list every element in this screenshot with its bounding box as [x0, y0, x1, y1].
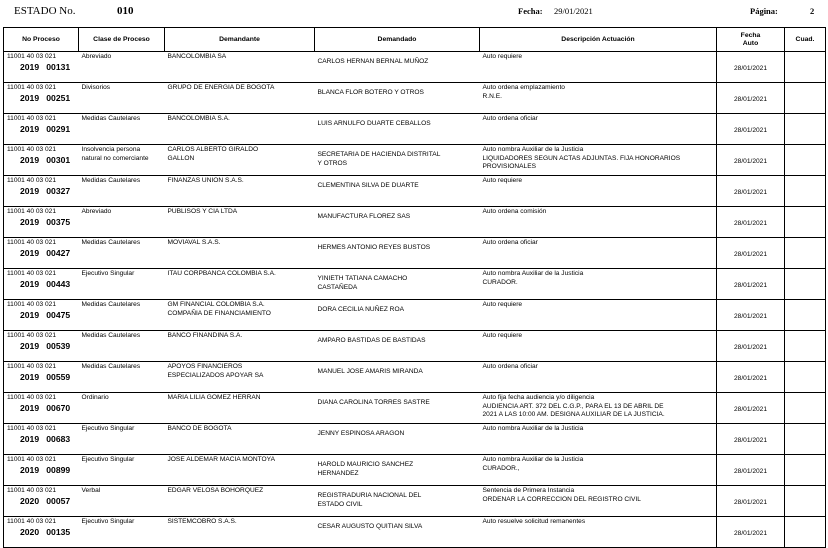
cell-cuad	[785, 331, 826, 362]
table-row	[4, 83, 826, 114]
fecha-auto-value: 28/01/2021	[733, 96, 767, 103]
proceso-prefix: 11001 40 03 021	[7, 146, 57, 153]
estado-label: ESTADO No.	[14, 5, 76, 17]
cell-fecha	[717, 517, 785, 548]
cell-fecha	[717, 176, 785, 207]
cell-no-proceso	[4, 269, 79, 300]
table-row	[4, 517, 826, 548]
cell-clase: Ejecutivo Singular	[79, 269, 165, 300]
cell-demandante: JOSE ALDEMAR MACIA MONTOYA	[165, 455, 315, 486]
cell-clase: Medidas Cautelares	[79, 114, 165, 145]
cell-demandado: CLEMENTINA SILVA DE DUARTE	[315, 176, 480, 207]
proceso-number: 2019 00559	[20, 371, 71, 382]
cell-demandante: MOVIAVAL S.A.S.	[165, 238, 315, 269]
proceso-number: 2019 00375	[20, 216, 71, 227]
col-clase: Clase de Proceso	[79, 28, 165, 52]
proceso-number: 2019 00539	[20, 340, 71, 351]
cell-cuad	[785, 486, 826, 517]
estado-table	[3, 27, 826, 548]
table-row	[4, 455, 826, 486]
cell-cuad	[785, 269, 826, 300]
cell-actuacion: Auto ordena oficiar	[480, 114, 717, 145]
cell-demandante: GM FINANCIAL COLOMBIA S.A. COMPAÑIA DE FINANCIAMIENTO	[165, 300, 315, 331]
fecha-auto-value: 28/01/2021	[733, 344, 767, 351]
cell-clase: Medidas Cautelares	[79, 362, 165, 393]
page-header	[0, 0, 828, 26]
fecha-auto-value: 28/01/2021	[733, 127, 767, 134]
proceso-number: 2019 00301	[20, 154, 71, 165]
cell-no-proceso	[4, 114, 79, 145]
cell-cuad	[785, 114, 826, 145]
cell-cuad	[785, 83, 826, 114]
proceso-prefix: 11001 40 03 021	[7, 301, 57, 308]
cell-clase: Ejecutivo Singular	[79, 517, 165, 548]
proceso-prefix: 11001 40 03 021	[7, 115, 57, 122]
cell-fecha	[717, 486, 785, 517]
cell-fecha	[717, 455, 785, 486]
proceso-prefix: 11001 40 03 021	[7, 425, 57, 432]
cell-clase: Medidas Cautelares	[79, 238, 165, 269]
proceso-number: 2019 00899	[20, 464, 71, 475]
cell-cuad	[785, 424, 826, 455]
cell-clase: Abreviado	[79, 52, 165, 83]
cell-demandado: DIANA CAROLINA TORRES SASTRE	[315, 393, 480, 424]
table-row	[4, 52, 826, 83]
cell-demandado: LUIS ARNULFO DUARTE CEBALLOS	[315, 114, 480, 145]
cell-no-proceso	[4, 176, 79, 207]
cell-fecha	[717, 424, 785, 455]
pagina-value: 2	[810, 6, 815, 16]
cell-fecha	[717, 393, 785, 424]
proceso-number: 2019 00683	[20, 433, 71, 444]
fecha-auto-value: 28/01/2021	[733, 158, 767, 165]
cell-demandado: DORA CECILIA NUÑEZ ROA	[315, 300, 480, 331]
cell-demandado: SECRETARIA DE HACIENDA DISTRITAL Y OTROS	[315, 145, 480, 176]
cell-actuacion: Auto resuelve solicitud remanentes	[480, 517, 717, 548]
fecha-auto-value: 28/01/2021	[733, 313, 767, 320]
cell-demandado: YINIETH TATIANA CAMACHO CASTAÑEDA	[315, 269, 480, 300]
cell-actuacion: Auto ordena oficiar	[480, 238, 717, 269]
proceso-prefix: 11001 40 03 021	[7, 363, 57, 370]
cell-fecha	[717, 83, 785, 114]
cell-no-proceso	[4, 331, 79, 362]
cell-clase: Insolvencia persona natural no comerciante	[79, 145, 165, 176]
cell-clase: Medidas Cautelares	[79, 331, 165, 362]
fecha-auto-value: 28/01/2021	[733, 375, 767, 382]
cell-clase: Ejecutivo Singular	[79, 424, 165, 455]
cell-cuad	[785, 300, 826, 331]
cell-demandado: JENNY ESPINOSA ARAGON	[315, 424, 480, 455]
cell-demandado: CESAR AUGUSTO QUITIAN SILVA	[315, 517, 480, 548]
col-no-proceso: No Proceso	[4, 28, 79, 52]
col-demandante: Demandante	[165, 28, 315, 52]
cell-no-proceso	[4, 362, 79, 393]
cell-actuacion: Auto fija fecha audiencia y/o diligencia AUDIENCIA ART. 372 DEL C.G.P., PARA EL 13 DE ABRIL DE 2021 A LAS 10:00 AM. DESIGNA AUXILIAR DE LA JUSTICIA.	[480, 393, 717, 424]
fecha-value: 29/01/2021	[554, 6, 593, 16]
cell-demandado: REGISTRADURIA NACIONAL DEL ESTADO CIVIL	[315, 486, 480, 517]
cell-demandante: EDGAR VELOSA BOHORQUEZ	[165, 486, 315, 517]
fecha-label: Fecha:	[518, 6, 543, 16]
proceso-prefix: 11001 40 03 021	[7, 456, 57, 463]
table-row	[4, 114, 826, 145]
cell-fecha	[717, 114, 785, 145]
table-row	[4, 486, 826, 517]
fecha-auto-value: 28/01/2021	[733, 437, 767, 444]
cell-actuacion: Auto requiere	[480, 300, 717, 331]
cell-demandado: HAROLD MAURICIO SANCHEZ HERNANDEZ	[315, 455, 480, 486]
fecha-auto-value: 28/01/2021	[733, 499, 767, 506]
table-header-row	[4, 28, 826, 52]
proceso-prefix: 11001 40 03 021	[7, 270, 57, 277]
cell-no-proceso	[4, 145, 79, 176]
cell-no-proceso	[4, 207, 79, 238]
proceso-number: 2019 00475	[20, 309, 71, 320]
cell-no-proceso	[4, 455, 79, 486]
proceso-number: 2019 00427	[20, 247, 71, 258]
cell-demandante: PUBLISOS Y CIA LTDA	[165, 207, 315, 238]
cell-cuad	[785, 362, 826, 393]
table-body	[4, 52, 826, 548]
fecha-auto-value: 28/01/2021	[733, 530, 767, 537]
cell-demandado: MANUFACTURA FLOREZ SAS	[315, 207, 480, 238]
cell-cuad	[785, 207, 826, 238]
cell-no-proceso	[4, 517, 79, 548]
cell-demandante: CARLOS ALBERTO GIRALDO GALLON	[165, 145, 315, 176]
cell-demandante: GRUPO DE ENERGIA DE BOGOTA	[165, 83, 315, 114]
table-row	[4, 269, 826, 300]
cell-cuad	[785, 455, 826, 486]
cell-fecha	[717, 362, 785, 393]
cell-actuacion: Auto ordena oficiar	[480, 362, 717, 393]
fecha-auto-value: 28/01/2021	[733, 282, 767, 289]
fecha-auto-value: 28/01/2021	[733, 468, 767, 475]
proceso-prefix: 11001 40 03 021	[7, 487, 57, 494]
cell-actuacion: Auto ordena comisión	[480, 207, 717, 238]
proceso-prefix: 11001 40 03 021	[7, 177, 57, 184]
cell-fecha	[717, 52, 785, 83]
proceso-prefix: 11001 40 03 021	[7, 332, 57, 339]
cell-actuacion: Auto ordena emplazamiento R.N.E.	[480, 83, 717, 114]
fecha-auto-value: 28/01/2021	[733, 406, 767, 413]
col-descripcion: Descripción Actuación	[480, 28, 717, 52]
cell-cuad	[785, 176, 826, 207]
cell-clase: Medidas Cautelares	[79, 176, 165, 207]
cell-cuad	[785, 238, 826, 269]
cell-no-proceso	[4, 424, 79, 455]
proceso-prefix: 11001 40 03 021	[7, 394, 57, 401]
fecha-auto-value: 28/01/2021	[733, 189, 767, 196]
cell-fecha	[717, 238, 785, 269]
proceso-prefix: 11001 40 03 021	[7, 84, 57, 91]
fecha-auto-value: 28/01/2021	[733, 220, 767, 227]
cell-cuad	[785, 393, 826, 424]
table-row	[4, 207, 826, 238]
proceso-number: 2019 00670	[20, 402, 71, 413]
cell-actuacion: Auto nombra Auxiliar de la Justicia	[480, 424, 717, 455]
fecha-auto-value: 28/01/2021	[733, 251, 767, 258]
cell-cuad	[785, 145, 826, 176]
cell-actuacion: Auto requiere	[480, 176, 717, 207]
estado-number: 010	[117, 5, 134, 17]
cell-demandante: FINANZAS UNION S.A.S.	[165, 176, 315, 207]
col-cuad: Cuad.	[785, 28, 826, 52]
cell-fecha	[717, 145, 785, 176]
proceso-prefix: 11001 40 03 021	[7, 239, 57, 246]
cell-fecha	[717, 207, 785, 238]
proceso-prefix: 11001 40 03 021	[7, 53, 57, 60]
cell-no-proceso	[4, 83, 79, 114]
table-row	[4, 145, 826, 176]
table-row	[4, 238, 826, 269]
table-row	[4, 424, 826, 455]
cell-demandado: HERMES ANTONIO REYES BUSTOS	[315, 238, 480, 269]
cell-no-proceso	[4, 238, 79, 269]
proceso-number: 2019 00291	[20, 123, 71, 134]
table-row	[4, 362, 826, 393]
table-row	[4, 331, 826, 362]
cell-clase: Verbal	[79, 486, 165, 517]
cell-fecha	[717, 269, 785, 300]
table-row	[4, 300, 826, 331]
cell-demandante: ITAU CORPBANCA COLOMBIA S.A.	[165, 269, 315, 300]
proceso-number: 2019 00327	[20, 185, 71, 196]
cell-clase: Divisorios	[79, 83, 165, 114]
col-fecha-auto: Fecha Auto	[717, 28, 785, 52]
proceso-prefix: 11001 40 03 021	[7, 208, 57, 215]
cell-clase: Ejecutivo Singular	[79, 455, 165, 486]
fecha-auto-value: 28/01/2021	[733, 65, 767, 72]
cell-fecha	[717, 331, 785, 362]
cell-demandado: CARLOS HERNAN BERNAL MUÑOZ	[315, 52, 480, 83]
cell-no-proceso	[4, 393, 79, 424]
pagina-label: Página:	[750, 6, 778, 16]
cell-no-proceso	[4, 300, 79, 331]
proceso-number: 2020 00057	[20, 495, 71, 506]
cell-clase: Abreviado	[79, 207, 165, 238]
proceso-number: 2019 00131	[20, 61, 71, 72]
proceso-prefix: 11001 40 03 021	[7, 518, 57, 525]
cell-demandante: BANCOLOMBIA SA	[165, 52, 315, 83]
cell-actuacion: Auto requiere	[480, 331, 717, 362]
cell-no-proceso	[4, 486, 79, 517]
cell-demandante: BANCO FINANDINA S.A.	[165, 331, 315, 362]
cell-demandado: AMPARO BASTIDAS DE BASTIDAS	[315, 331, 480, 362]
cell-actuacion: Sentencia de Primera Instancia ORDENAR LA CORRECCION DEL REGISTRO CIVIL	[480, 486, 717, 517]
proceso-number: 2020 00135	[20, 526, 71, 537]
cell-demandado: MANUEL JOSE AMARIS MIRANDA	[315, 362, 480, 393]
cell-actuacion: Auto nombra Auxiliar de la Justicia LIQUIDADORES SEGUN ACTAS ADJUNTAS. FIJA HONORARIOS PROVISIONALES	[480, 145, 717, 176]
cell-fecha	[717, 300, 785, 331]
table-row	[4, 176, 826, 207]
cell-actuacion: Auto nombra Auxiliar de la Justicia CURADOR.	[480, 269, 717, 300]
cell-clase: Ordinario	[79, 393, 165, 424]
cell-demandante: SISTEMCOBRO S.A.S.	[165, 517, 315, 548]
cell-actuacion: Auto requiere	[480, 52, 717, 83]
cell-demandante: BANCO DE BOGOTA	[165, 424, 315, 455]
proceso-number: 2019 00443	[20, 278, 71, 289]
cell-no-proceso	[4, 52, 79, 83]
cell-clase: Medidas Cautelares	[79, 300, 165, 331]
col-demandado: Demandado	[315, 28, 480, 52]
cell-cuad	[785, 52, 826, 83]
proceso-number: 2019 00251	[20, 92, 71, 103]
cell-demandante: BANCOLOMBIA S.A.	[165, 114, 315, 145]
cell-actuacion: Auto nombra Auxiliar de la Justicia CURADOR.,	[480, 455, 717, 486]
table-row	[4, 393, 826, 424]
cell-cuad	[785, 517, 826, 548]
cell-demandante: APOYOS FINANCIEROS ESPECIALIZADOS APOYAR SA	[165, 362, 315, 393]
cell-demandante: MARIA LILIA GOMEZ HERRAN	[165, 393, 315, 424]
cell-demandado: BLANCA FLOR BOTERO Y OTROS	[315, 83, 480, 114]
